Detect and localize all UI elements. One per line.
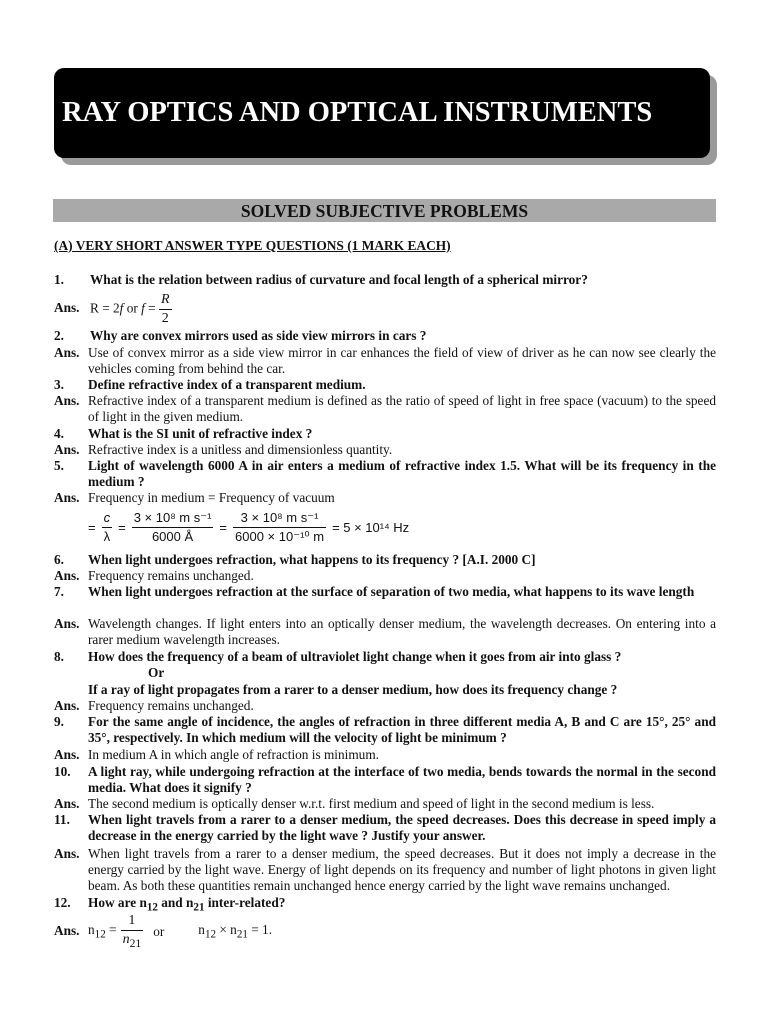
fraction-speed-over-wavelength-si: $\frac{\text{3 × 10⁸ m s⁻¹}}{\text{6000 × 10⁻¹⁰ m}}$ [235,510,325,544]
question-10: 10. A light ray, while undergoing refraction at the interface of two media, bends towards the normal in the second media. What does it signify ? [54,764,716,795]
section-heading: SOLVED SUBJECTIVE PROBLEMS [53,199,716,222]
question-2: 2. Why are convex mirrors used as side view mirrors in cars ? [54,328,427,343]
frequency-equation: = $\frac{c}{\lambda}$ = $\frac{\text{3 × 10⁸ m s⁻¹}}{6000 Å}$ = $\frac{\text{3 × 10⁸ m s⁻¹}}{\text{6000 × 10⁻¹⁰ m}}$ = 5 × 10¹⁴ Hz [88,510,410,544]
question-4: 4. What is the SI unit of refractive index ? [54,426,313,441]
question-5: 5. Light of wavelength 6000 A in air enters a medium of refractive index 1.5. What will be its frequency in the medium ? [54,458,716,489]
question-11: 11. When light travels from a rarer to a denser medium, the speed decreases. Does this decrease in speed imply a decrease in the energy carried by the light wave ? Justify your answer. [54,812,716,843]
question-9: 9. For the same angle of incidence, the angles of refraction in three different media A, B and C are 15°, 25° and 35°, respectively. In which medium will the velocity of light be minimum ? [54,714,716,745]
chapter-title: RAY OPTICS AND OPTICAL INSTRUMENTS [62,97,653,128]
question-6: 6. When light undergoes refraction, what happens to its frequency ? [A.I. 2000 C] [54,552,536,567]
answer-8: Ans. Frequency remains unchanged. [54,698,254,713]
answer-2: Ans. Use of convex mirror as a side view mirror in car enhances the field of view of driver as he can now see clearly the vehicles coming from behind the car. [54,345,716,376]
fraction-speed-over-wavelength: $\frac{\text{3 × 10⁸ m s⁻¹}}{6000 Å}$ [133,510,212,544]
answer-6: Ans. Frequency remains unchanged. [54,568,254,583]
answer-9: Ans. In medium A in which angle of refraction is minimum. [54,747,379,762]
question-7: 7. When light undergoes refraction at the surface of separation of two media, what happens to its wave length [54,584,695,599]
subsection-heading: (A) VERY SHORT ANSWER TYPE QUESTIONS (1 MARK EACH) [54,238,451,253]
answer-3: Ans. Refractive index of a transparent medium is defined as the ratio of speed of light in free space (vacuum) to the speed of light in the given medium. [54,393,716,424]
fraction-c-over-lambda: $\frac{c}{\lambda}$ [103,510,111,544]
question-3: 3. Define refractive index of a transparent medium. [54,377,366,392]
fraction-1-over-n21: $\frac{1}{n_{21}}$ [122,913,142,950]
answer-5: Ans. Frequency in medium = Frequency of vacuum [54,490,335,505]
answer-11: Ans. When light travels from a rarer to a denser medium, the speed decreases. But it does not imply a decrease in the energy carried by the light wave. Energy of light depends on its frequency and number of light photons in given light beam. As both these quantities remain unchanged hence energy carried by the light wave remains unchanged. [54,846,716,893]
answer-1: Ans. R = 2f or f = $\frac{R}{2}$ [54,292,170,326]
chapter-title-box [54,68,710,158]
or-separator: Or [148,665,165,680]
answer-12: Ans. $n_{12}$ = $\frac{1}{n_{21}}$ or $n_{12} \times n_{21} = 1$. [54,913,273,950]
fraction-r-over-2: $\frac{R}{2}$ [160,292,170,326]
question-12: 12. How are $n_{12}$ and $n_{21}$ inter-related? [54,895,286,914]
question-8-alternate: If a ray of light propagates from a rarer to a denser medium, how does its frequency change ? [88,682,618,697]
answer-10: Ans. The second medium is optically denser w.r.t. first medium and speed of light in the second medium is less. [54,796,655,811]
question-8: 8. How does the frequency of a beam of ultraviolet light change when it goes from air into glass ? [54,649,622,664]
answer-7: Ans. Wavelength changes. If light enters into an optically denser medium, the wavelength decreases. On entering into a rarer medium wavelength increases. [54,616,716,647]
answer-4: Ans. Refractive index is a unitless and dimensionless quantity. [54,442,393,457]
question-1: 1. What is the relation between radius of curvature and focal length of a spherical mirror? [54,272,588,287]
